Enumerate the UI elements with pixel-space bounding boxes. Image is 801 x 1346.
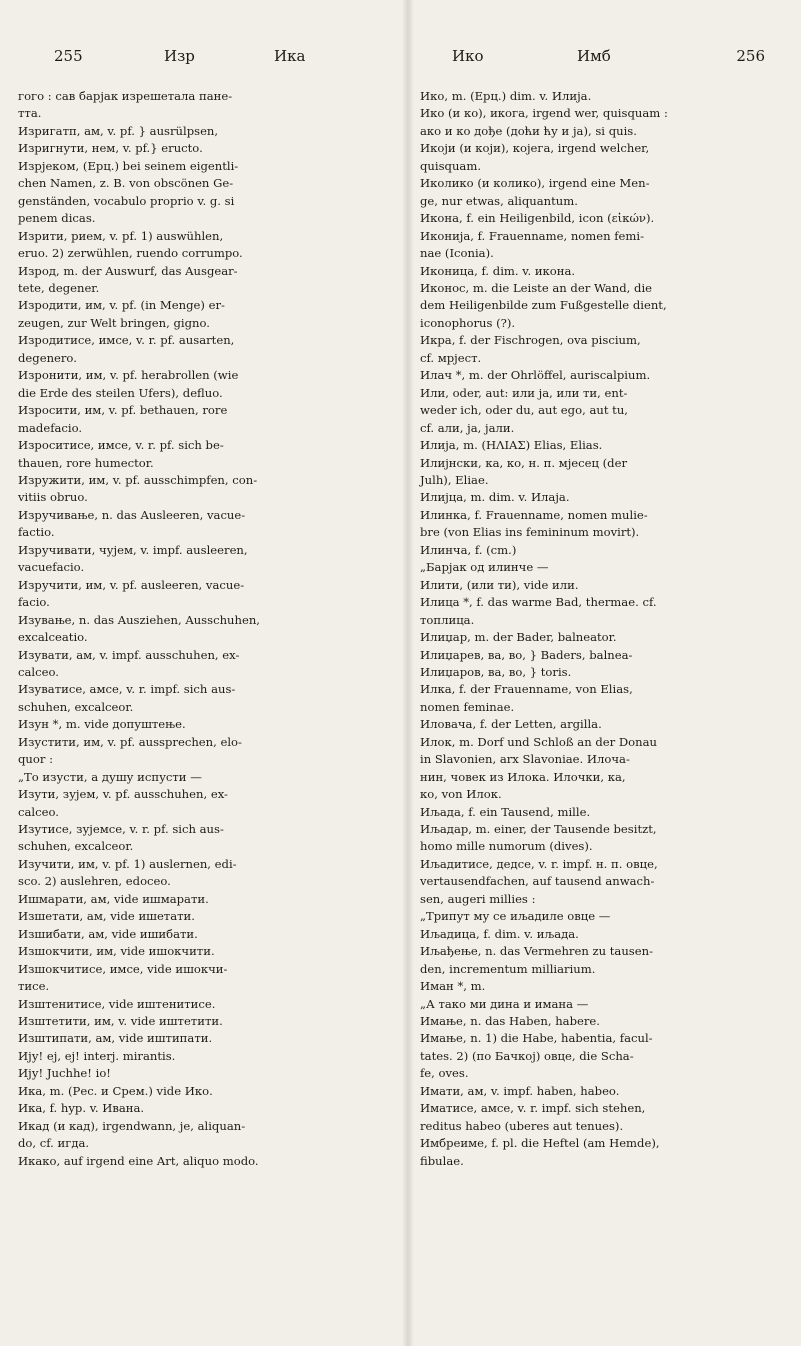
dictionary-line: топлица. [420,612,475,627]
dictionary-line: sen, augeri millies : [420,891,536,906]
dictionary-line: тта. [18,106,42,121]
dictionary-line: Изштетити, им, v. vide иштетити. [18,1014,223,1029]
dictionary-line: die Erde des steilen Ufers), defluo. [18,385,223,400]
dictionary-line: calceo. [18,804,59,819]
dictionary-line: Изувати, ам, v. impf. ausschuhen, ex- [18,647,240,662]
dictionary-line: eruo. 2) zerwühlen, ruendo corrumpo. [18,246,243,261]
dictionary-line: Изрјеком, (Ерц.) bei seinem eigentli- [18,158,239,173]
dictionary-line: Иконица, f. dim. v. икона. [420,263,576,278]
left-guide-word-last: Ика [274,47,306,65]
dictionary-line: Иматисе, амсе, v. r. impf. sich stehen, [420,1101,646,1116]
dictionary-line: do, cf. игда. [18,1136,90,1151]
dictionary-line: Julh), Eliae. [420,472,489,487]
dictionary-line: Икона, f. ein Heiligenbild, icon (εἰκών). [420,211,655,226]
right-column [420,88,790,1170]
dictionary-line: reditus habeo (uberes aut tenues). [420,1118,624,1133]
dictionary-line: Изрод, m. der Auswurf, das Ausgear- [18,263,238,278]
dictionary-line: madefacio. [18,420,83,435]
dictionary-line: „Барјак од илинче — [420,560,549,575]
dictionary-line: Иљадитисе, дедсе, v. r. impf. н. п. овце, [420,856,658,871]
dictionary-line: Иколико (и колико), irgend eine Men- [420,176,650,191]
dictionary-line: Изрити, рием, v. pf. 1) auswühlen, [18,228,224,243]
dictionary-line: Изшетати, ам, vide ишетати. [18,909,195,924]
dictionary-line: weder ich, oder du, aut ego, aut tu, [420,403,628,418]
dictionary-line: гого : сав барјак изрешетала пане- [18,89,233,103]
dictionary-line: Изштипати, ам, vide иштипати. [18,1031,213,1046]
dictionary-line: vitiis obruo. [18,490,88,505]
dictionary-line: Илинча, f. (cm.) [420,542,517,557]
dictionary-line: Изродитисе, имсе, v. r. pf. ausarten, [18,333,235,348]
dictionary-line: Ика, f. hyp. v. Ивана. [18,1101,145,1116]
dictionary-line: tete, degener. [18,280,100,295]
dictionary-line: Ика, m. (Рес. и Срем.) vide Ико. [18,1083,213,1098]
dictionary-line: Илијнски, ка, ко, н. п. мјесец (der [420,455,628,470]
dictionary-line: Или, oder, aut: или ја, или ти, ent- [420,385,628,400]
dictionary-line: Икако, auf irgend eine Art, aliquo modo. [18,1153,259,1168]
dictionary-line: Иловача, f. der Letten, argilla. [420,717,602,732]
dictionary-line: Илок, m. Dorf und Schloß an der Donau [420,734,657,749]
dictionary-line: schuhen, excalceor. [18,699,134,714]
dictionary-line: Ију! еј, еј! interj. mirantis. [18,1048,176,1063]
dictionary-line: Ико (и ко), икога, irgend wer, quisquam : [420,106,668,121]
dictionary-line: Изросити, им, v. pf. bethauen, rore [18,403,228,418]
dictionary-line: „То изусти, а душу испусти — [18,769,202,784]
dictionary-line: Изшибати, ам, vide ишибати. [18,926,198,941]
dictionary-line: ако и ко дође (доћи ћу и ја), si quis. [420,123,637,138]
dictionary-line: cf. али, ја, јали. [420,420,515,435]
dictionary-line: Иконија, f. Frauenname, nomen femi- [420,228,645,243]
dictionary-line: vertausendfachen, auf tausend anwach- [420,874,655,889]
left-column [18,88,398,1170]
dictionary-line: Изути, зујем, v. pf. ausschuhen, ex- [18,787,228,802]
dictionary-line: ко, von Илок. [420,787,502,802]
dictionary-line: Изучити, им, v. pf. 1) auslernen, edi- [18,856,237,871]
dictionary-line: Илка, f. der Frauenname, von Elias, [420,682,633,697]
dictionary-line: Ишмарати, ам, vide ишмарати. [18,891,209,906]
dictionary-line: Иљада, f. ein Tausend, mille. [420,804,591,819]
right-guide-word-last: Имб [577,47,611,65]
dictionary-line: Изшокчити, им, vide ишокчити. [18,944,215,959]
left-guide-word-first: Изр [164,47,195,65]
dictionary-line: degenero. [18,350,77,365]
dictionary-line: excalceatio. [18,630,88,645]
dictionary-line: Изуватисе, амсе, v. r. impf. sich aus- [18,682,236,697]
dictionary-line: facio. [18,595,50,610]
dictionary-line: vacuefacio. [18,560,85,575]
dictionary-line: fibulae. [420,1153,464,1168]
dictionary-line: Изун *, m. vide допуштење. [18,717,186,732]
dictionary-line: Изручити, им, v. pf. ausleeren, vacue- [18,577,245,592]
dictionary-line: in Slavonien, arx Slavoniae. Илоча- [420,752,630,767]
dictionary-line: ge, nur etwas, aliquantum. [420,193,578,208]
dictionary-line: tates. 2) (по Бачкој) овце, die Scha- [420,1048,634,1063]
dictionary-line: Илач *, m. der Ohrlöffel, auriscalpium. [420,368,651,383]
dictionary-line: Изригнути, нем, v. pf.} eructo. [18,141,203,156]
dictionary-line: quor : [18,752,54,767]
dictionary-line: Изроситисе, имсе, v. r. pf. sich be- [18,438,224,453]
dictionary-line: sco. 2) auslehren, edoceo. [18,874,171,889]
dictionary-line: homo mille numorum (dives). [420,839,593,854]
dictionary-line: Ију! Juchhe! io! [18,1066,111,1081]
dictionary-line: dem Heiligenbilde zum Fußgestelle dient, [420,298,667,313]
dictionary-line: Илиџарев, ва, во, } Baders, balnea- [420,647,633,662]
dictionary-line: Изронити, им, v. pf. herabrollen (wie [18,368,239,383]
dictionary-line: Икоји (и који), којега, irgend welcher, [420,141,650,156]
dictionary-line: den, incrementum milliarium. [420,961,596,976]
dictionary-line: chen Namen, z. B. von obscönen Ge- [18,176,234,191]
dictionary-line: iconophorus (?). [420,315,516,330]
dictionary-line: calceo. [18,664,59,679]
dictionary-line: Имати, ам, v. impf. haben, habeo. [420,1083,620,1098]
page-gutter [402,0,414,1346]
dictionary-line: factio. [18,525,55,540]
dictionary-line: schuhen, excalceor. [18,839,134,854]
dictionary-line: Имбреиме, f. pl. die Heftel (am Hemde), [420,1136,660,1151]
dictionary-line: Иљађење, n. das Vermehren zu tausen- [420,944,653,959]
dictionary-line: cf. мрјест. [420,350,482,365]
dictionary-line: Изружити, им, v. pf. ausschimpfen, con- [18,472,258,487]
dictionary-line: Изручивати, чујем, v. impf. ausleeren, [18,542,248,557]
dictionary-line: Изшокчитисе, имсе, vide ишокчи- [18,961,228,976]
dictionary-line: Иман *, m. [420,979,486,994]
dictionary-line: fe, oves. [420,1066,469,1081]
dictionary-line: Иконос, m. die Leiste an der Wand, die [420,280,653,295]
dictionary-line: Изување, n. das Ausziehen, Ausschuhen, [18,612,260,627]
dictionary-line: penem dicas. [18,211,96,226]
dictionary-line: нин, човек из Илока. Илочки, ка, [420,769,626,784]
dictionary-line: Илијца, m. dim. v. Илаја. [420,490,570,505]
dictionary-line: zeugen, zur Welt bringen, gigno. [18,315,210,330]
dictionary-line: Илиџар, m. der Bader, balneator. [420,630,617,645]
dictionary-line: Изродити, им, v. pf. (in Menge) er- [18,298,225,313]
dictionary-line: Имање, n. das Haben, habere. [420,1014,600,1029]
dictionary-line: bre (von Elias ins femininum movirt). [420,525,640,540]
dictionary-line: nae (Iconia). [420,246,494,261]
dictionary-line: Илити, (или ти), vide или. [420,577,579,592]
dictionary-line: Изустити, им, v. pf. aussprechen, elo- [18,734,242,749]
dictionary-line: quisquam. [420,158,482,173]
dictionary-line: Изутисе, зујемсе, v. r. pf. sich aus- [18,822,224,837]
dictionary-line: Имање, n. 1) die Habe, habentia, facul- [420,1031,653,1046]
dictionary-line: „А тако ми дина и имана — [420,996,589,1011]
dictionary-line: Изштенитисе, vide иштенитисе. [18,996,216,1011]
dictionary-line: Илица *, f. das warme Bad, thermae. cf. [420,595,657,610]
dictionary-line: „Трипут му се иљадиле овце — [420,909,611,924]
dictionary-line: Илинка, f. Frauenname, nomen mulie- [420,507,648,522]
dictionary-line: Иљадица, f. dim. v. иљада. [420,926,579,941]
dictionary-line: genständen, vocabulo proprio v. g. si [18,193,235,208]
dictionary-line: Илиџаров, ва, во, } toris. [420,664,572,679]
right-page-number: 256 [736,47,765,65]
dictionary-line: Икра, f. der Fischrogen, ova piscium, [420,333,641,348]
dictionary-line: Изригатп, ам, v. pf. } ausrülpsen, [18,123,219,138]
dictionary-line: Изручивање, n. das Ausleeren, vacue- [18,507,246,522]
left-page-number: 255 [54,47,83,65]
dictionary-line: тисе. [18,979,50,994]
dictionary-line: Илија, m. (ΗΛΙΑΣ) Elias, Elias. [420,438,603,453]
right-guide-word-first: Ико [452,47,484,65]
dictionary-line: Икад (и кад), irgendwann, je, aliquan- [18,1118,246,1133]
dictionary-line: Иљадар, m. einer, der Tausende besitzt, [420,822,657,837]
dictionary-line: Ико, m. (Ерц.) dim. v. Илија. [420,89,592,103]
dictionary-line: nomen feminae. [420,699,515,714]
dictionary-line: thauen, rore humector. [18,455,154,470]
